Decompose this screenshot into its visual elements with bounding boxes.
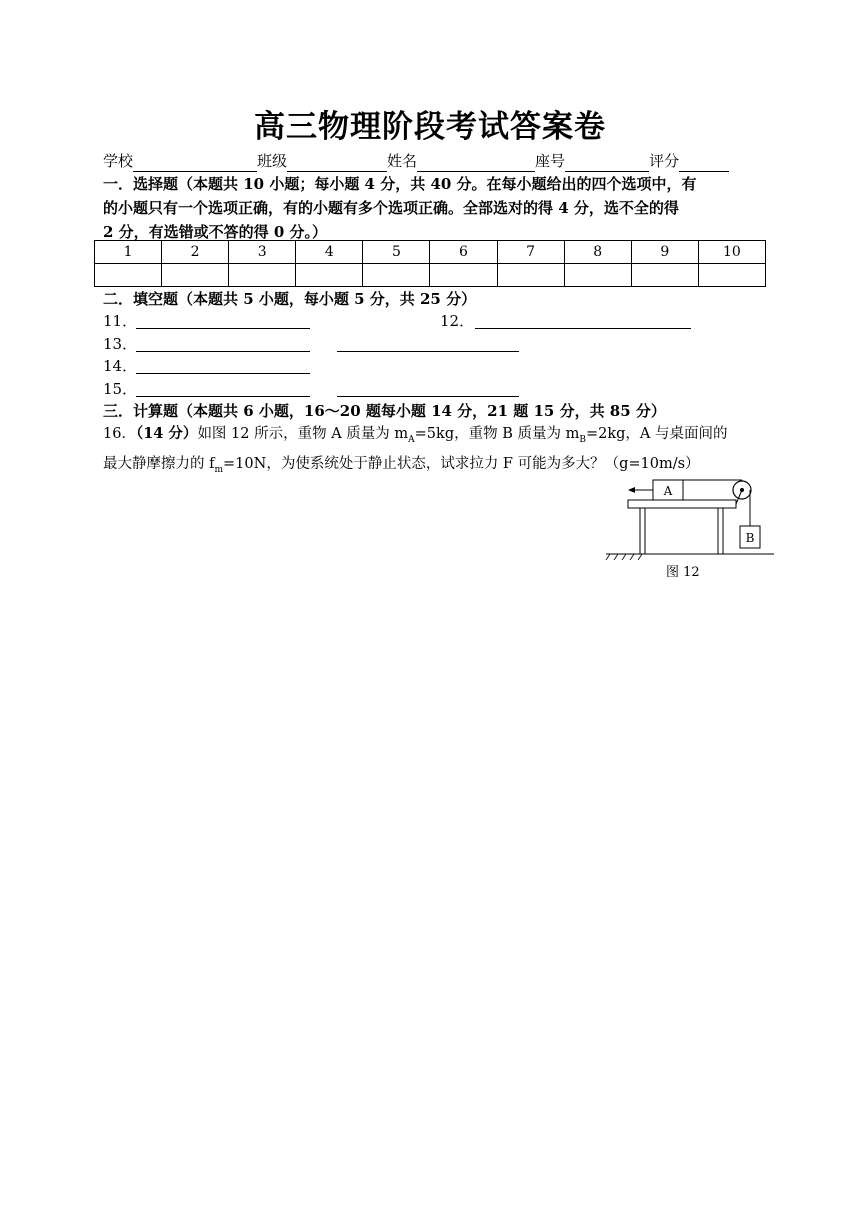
q16-line1	[103, 422, 763, 452]
class-field[interactable]	[287, 155, 387, 172]
q13-label: 13．	[103, 335, 138, 353]
q15-label: 15．	[103, 380, 138, 398]
answer-cell[interactable]	[430, 264, 497, 287]
page-title: 高三物理阶段考试答案卷	[254, 109, 606, 145]
block-b-label: B	[745, 531, 755, 545]
section1-line1	[103, 172, 763, 196]
q16-subscript-a: A	[408, 434, 415, 445]
table-top	[628, 500, 736, 508]
q16-subscript-b: B	[579, 434, 586, 445]
question-number-cell: 3	[229, 241, 296, 264]
section1-line2	[103, 196, 763, 220]
q16-text-part: 如图 12 所示，重物 A 质量为 m	[197, 426, 409, 442]
seat-field[interactable]	[565, 155, 649, 172]
school-label: 学校	[103, 152, 134, 170]
answer-cell[interactable]	[296, 264, 363, 287]
name-label: 姓名	[387, 152, 418, 170]
table-leg-left	[640, 508, 645, 554]
table-leg-right	[718, 508, 723, 554]
q16-text-part: =2kg，A 与桌面间的	[585, 426, 728, 442]
seat-label: 座号	[535, 152, 566, 170]
q15-answer-line-1[interactable]	[136, 396, 310, 397]
q13-answer-line-2[interactable]	[337, 351, 519, 352]
answer-cell[interactable]	[95, 264, 162, 287]
q16-text-part: =10N，为使系统处于静止状态，试求拉力 F 可能为多大？（g=10m/s）	[223, 455, 700, 472]
question-number-cell: 6	[430, 241, 497, 264]
score-field[interactable]	[679, 155, 729, 172]
section2-heading: 二．填空题（本题共 5 小题，每小题 5 分，共 25 分）	[103, 290, 477, 308]
section3-heading: 三．计算题（本题共 6 小题，16～20 题每小题 14 分，21 题 15 分，共 85 分）	[103, 402, 666, 420]
question-number-cell: 5	[363, 241, 430, 264]
answer-cell[interactable]	[698, 264, 765, 287]
q16-text-part: =5kg，重物 B 质量为 m	[414, 426, 580, 442]
q11-label: 11．	[103, 312, 138, 330]
school-field[interactable]	[133, 155, 257, 172]
table-row-numbers	[95, 241, 766, 264]
name-field[interactable]	[417, 155, 535, 172]
pulley-axle	[740, 488, 744, 492]
section3-heading-row	[103, 399, 763, 423]
table-row-answers	[95, 264, 766, 287]
question-number-cell: 7	[497, 241, 564, 264]
figure-caption: 图 12	[666, 565, 700, 580]
q13-answer-line-1[interactable]	[136, 351, 310, 352]
section1-desc-line2: 的小题只有一个选项正确，有的小题有多个选项正确。全部选对的得 4 分，选不全的得	[103, 199, 679, 217]
section1-instructions	[103, 172, 763, 244]
choice-answer-table	[94, 240, 766, 287]
answer-cell[interactable]	[631, 264, 698, 287]
q16-subscript-m: m	[214, 464, 224, 475]
q16-number: 16．	[103, 426, 136, 442]
student-info-row	[103, 150, 759, 172]
q14-answer-line[interactable]	[136, 373, 310, 374]
pulley-diagram	[604, 474, 776, 566]
q12-answer-line[interactable]	[475, 328, 691, 329]
q16-score: （14 分）	[135, 425, 198, 442]
q11-answer-line[interactable]	[136, 328, 310, 329]
question-number-cell: 9	[631, 241, 698, 264]
section1-heading: 一．选择题	[103, 175, 179, 193]
section1-desc-line1: （本题共 10 小题；每小题 4 分，共 40 分。在每小题给出的四个选项中，有	[178, 175, 697, 193]
score-label: 评分	[649, 152, 680, 170]
q16-text-part: 最大静摩擦力的 f	[103, 455, 215, 472]
q15-answer-line-2[interactable]	[337, 396, 519, 397]
question-number-cell: 1	[95, 241, 162, 264]
answer-cell[interactable]	[497, 264, 564, 287]
q12-label: 12．	[440, 312, 475, 330]
force-arrow-head	[628, 487, 635, 493]
q16-text	[103, 422, 763, 482]
answer-cell[interactable]	[162, 264, 229, 287]
block-a-label: A	[663, 484, 673, 498]
q14-label: 14．	[103, 357, 138, 375]
question-number-cell: 10	[698, 241, 765, 264]
answer-cell[interactable]	[229, 264, 296, 287]
class-label: 班级	[257, 152, 288, 170]
ground-hatching	[606, 554, 642, 560]
section1-desc-line3: 2 分，有选错或不答的得 0 分。）	[103, 223, 328, 241]
section2-heading-row	[103, 287, 763, 311]
question-number-cell: 8	[564, 241, 631, 264]
answer-cell[interactable]	[363, 264, 430, 287]
question-number-cell: 4	[296, 241, 363, 264]
answer-cell[interactable]	[564, 264, 631, 287]
question-number-cell: 2	[162, 241, 229, 264]
